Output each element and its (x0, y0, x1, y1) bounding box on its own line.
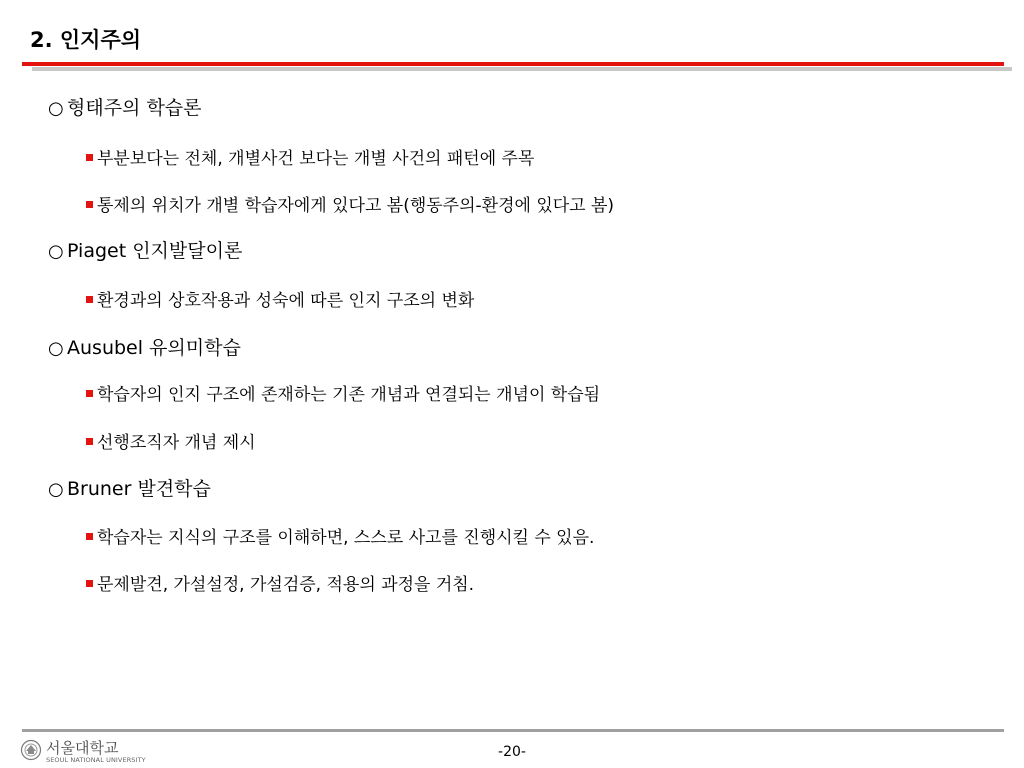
section-heading (48, 236, 242, 263)
logo-name: 서울대학교 (46, 739, 119, 757)
list-item (86, 286, 474, 311)
section-heading-text: Ausubel 유의미학습 (67, 337, 241, 359)
list-item (86, 191, 614, 216)
list-item-text: 학습자의 인지 구조에 존재하는 기존 개념과 연결되는 개념이 학습됨 (97, 385, 601, 405)
circle-bullet-icon: ○ (48, 98, 64, 119)
page-number: -20- (498, 744, 526, 760)
square-bullet-icon (86, 390, 93, 397)
list-item-text: 통제의 위치가 개별 학습자에게 있다고 봄(행동주의-환경에 있다고 봄) (97, 196, 615, 216)
list-item-text: 환경과의 상호작용과 성숙에 따른 인지 구조의 변화 (97, 291, 475, 311)
square-bullet-icon (86, 580, 93, 587)
square-bullet-icon (86, 296, 93, 303)
list-item-text: 부분보다는 전체, 개별사건 보다는 개별 사건의 패턴에 주목 (97, 149, 535, 169)
list-item (86, 144, 534, 169)
section-heading-text: 형태주의 학습론 (67, 97, 202, 119)
square-bullet-icon (86, 154, 93, 161)
circle-bullet-icon: ○ (48, 241, 64, 262)
logo-subtext: SEOUL NATIONAL UNIVERSITY (46, 756, 146, 764)
list-item-text: 문제발견, 가설설정, 가설검증, 적용의 과정을 거침. (97, 575, 475, 595)
circle-bullet-icon: ○ (48, 479, 64, 500)
square-bullet-icon (86, 438, 93, 445)
list-item (86, 428, 256, 453)
circle-bullet-icon: ○ (48, 338, 64, 359)
square-bullet-icon (86, 201, 93, 208)
list-item (86, 570, 474, 595)
list-item (86, 380, 600, 405)
section-heading (48, 474, 211, 501)
list-item (86, 523, 594, 548)
list-item-text: 선행조직자 개념 제시 (97, 433, 256, 453)
section-heading (48, 333, 241, 360)
section-heading-text: Piaget 인지발달이론 (67, 240, 243, 262)
list-item-text: 학습자는 지식의 구조를 이해하면, 스스로 사고를 진행시킬 수 있음. (97, 528, 595, 548)
section-heading-text: Bruner 발견학습 (67, 478, 211, 500)
footer-rule (22, 729, 1004, 732)
section-heading (48, 93, 202, 120)
square-bullet-icon (86, 533, 93, 540)
slide-title: 2. 인지주의 (30, 28, 142, 52)
